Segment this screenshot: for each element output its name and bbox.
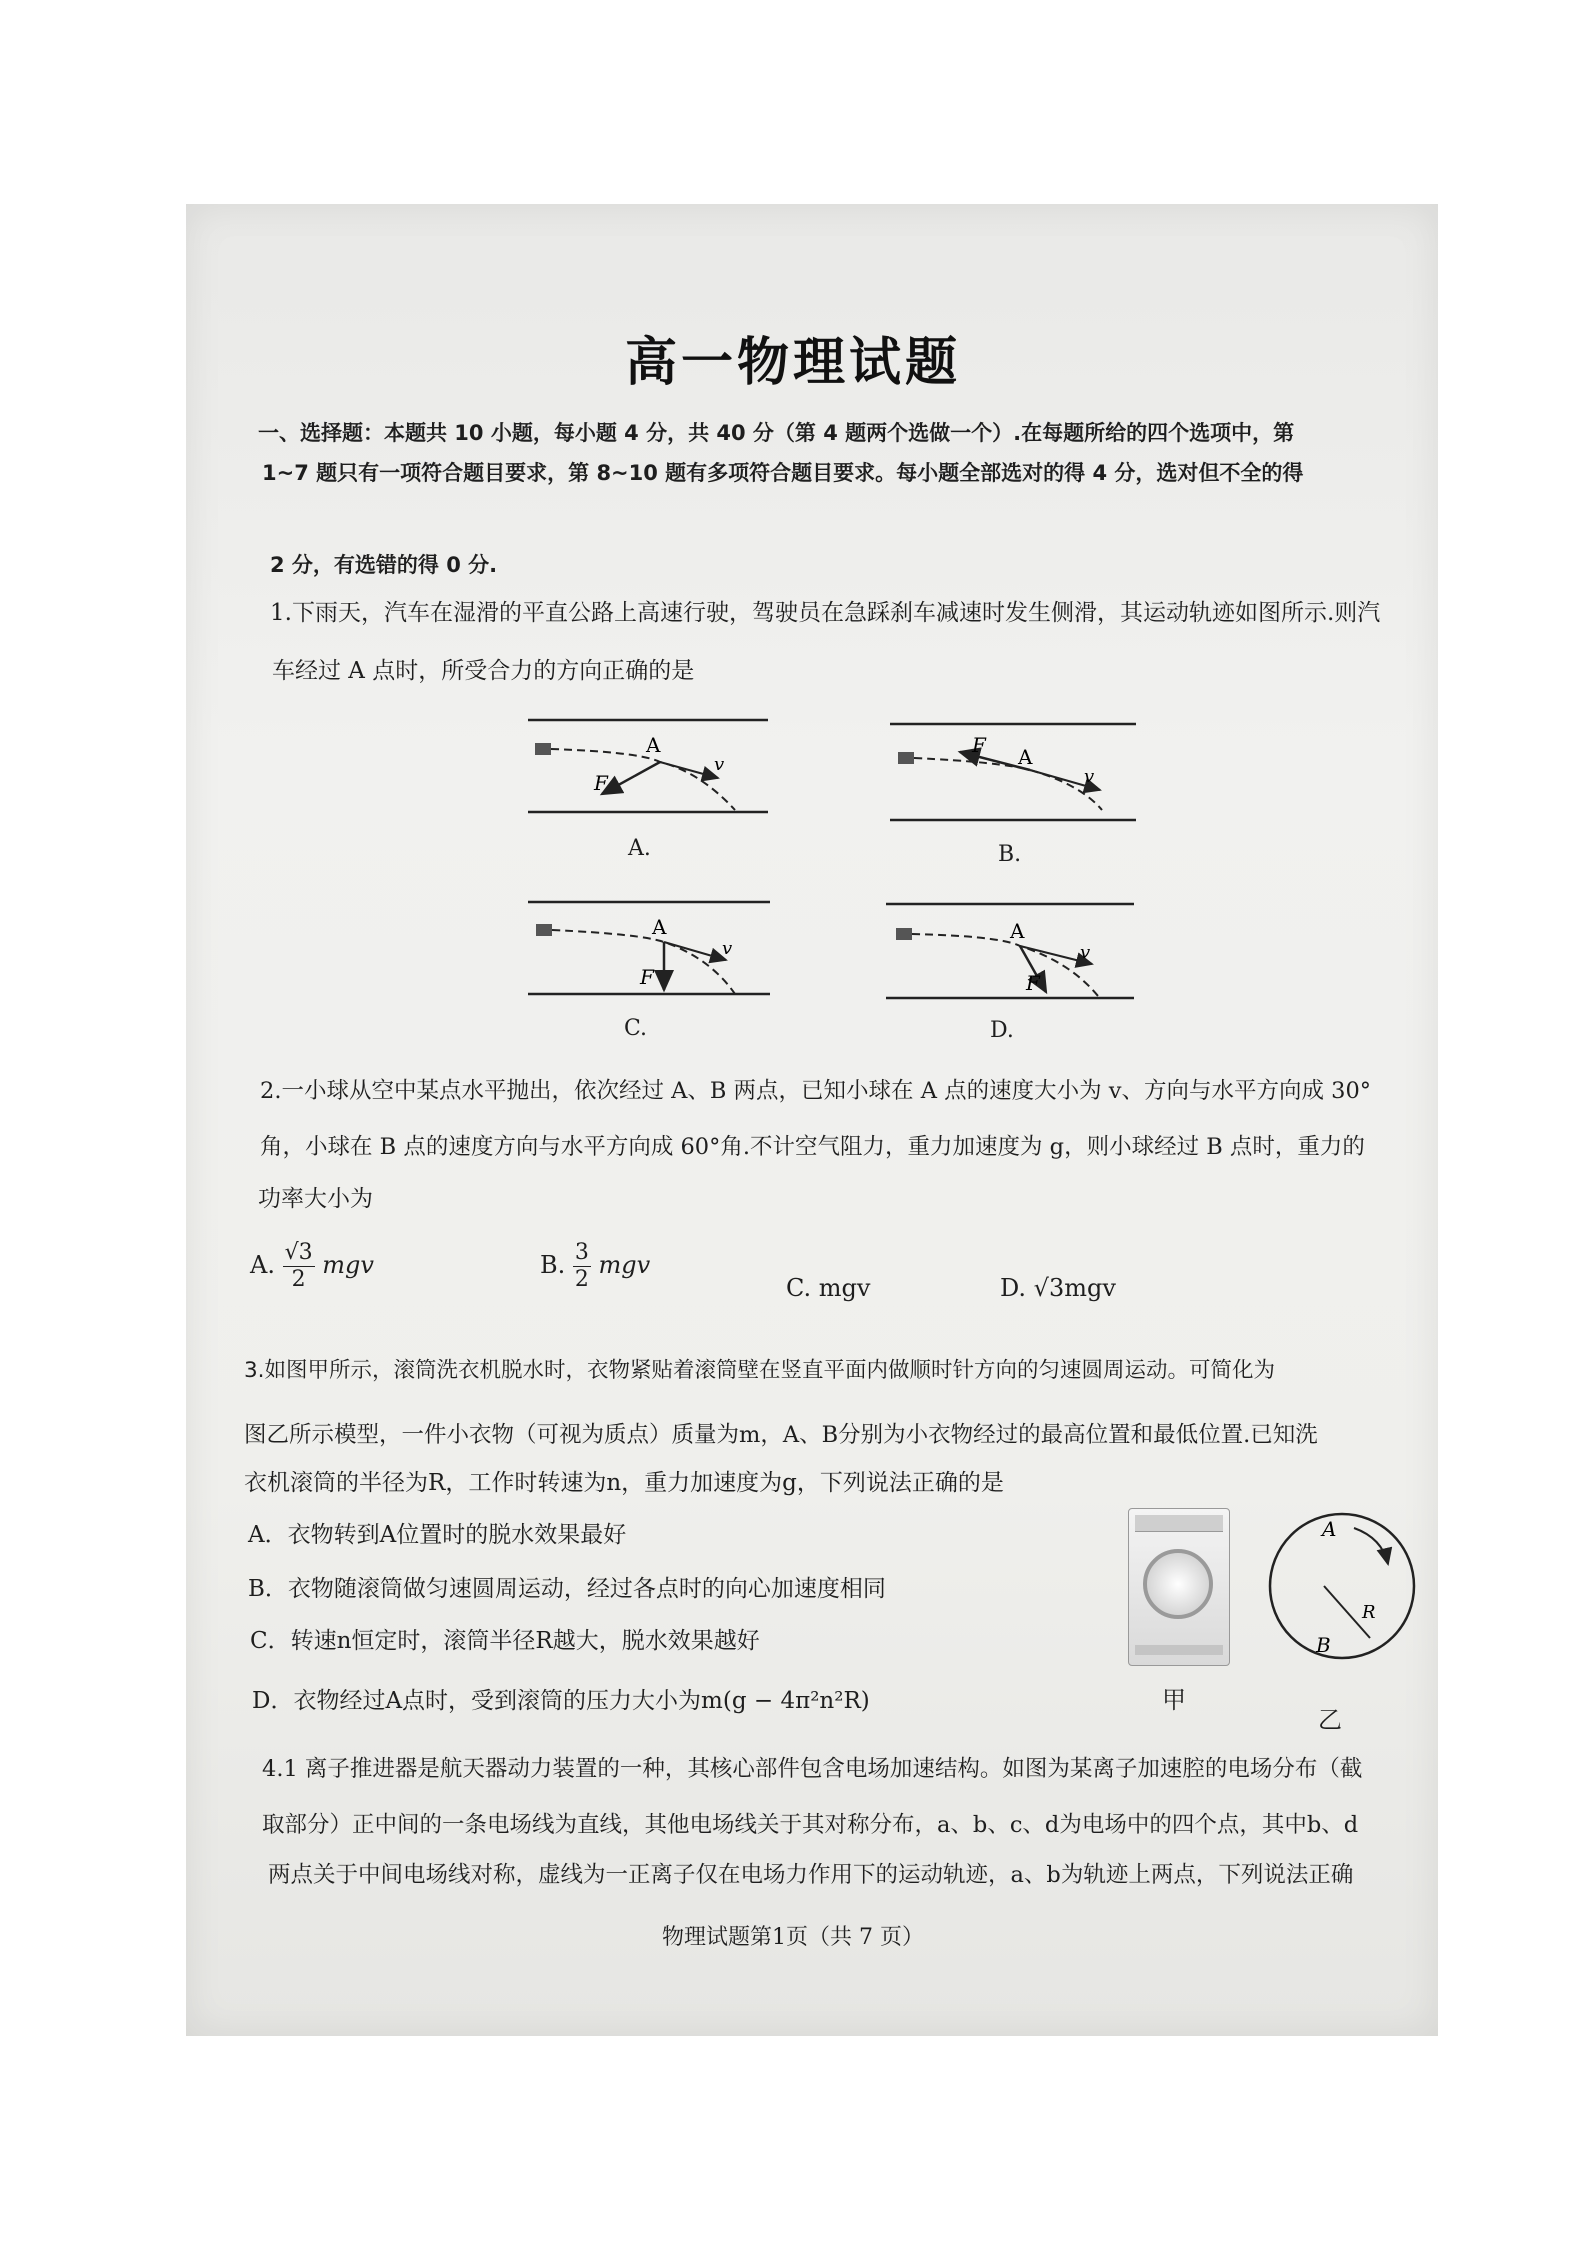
q1c-force-label: F <box>640 965 654 989</box>
q2-option-a-fraction: $\frac{√3}{2}$ <box>284 1240 313 1292</box>
q1-caption-b: B. <box>998 842 1022 867</box>
drum-door-icon <box>1143 1549 1213 1619</box>
q2-option-c: C. mgv <box>786 1274 871 1302</box>
page-title: 高一物理试题 <box>624 333 961 393</box>
q2-option-b-tail: mgv <box>598 1251 651 1279</box>
q1c-velocity-label: v <box>722 938 733 959</box>
q2-option-b-fraction: $\frac{3}{2}$ <box>574 1240 589 1292</box>
q1a-velocity-label: v <box>714 754 725 775</box>
point-b-label: B <box>1316 1633 1331 1657</box>
q2-option-b-label: B. <box>540 1251 566 1279</box>
q2-option-a-tail: mgv <box>322 1251 374 1279</box>
q4-stem-line1: 4.1 离子推进器是航天器动力装置的一种，其核心部件包含电场加速结构。如图为某离子加速腔的电场分布（截 <box>262 1756 1363 1782</box>
q2-option-b <box>540 1240 650 1293</box>
q2-stem-line2: 角，小球在 B 点的速度方向与水平方向成 60°角.不计空气阻力，重力加速度为 g，则小球经过 B 点时，重力的 <box>260 1134 1365 1160</box>
q2-stem-line1: 2.一小球从空中某点水平抛出，依次经过 A、B 两点，已知小球在 A 点的速度大小为 v、方向与水平方向成 30° <box>260 1078 1372 1104</box>
q3-option-b: B．衣物随滚筒做匀速圆周运动，经过各点时的向心加速度相同 <box>248 1576 886 1602</box>
q2-option-a-label: A. <box>250 1251 275 1279</box>
q1-diagram-c <box>528 902 770 994</box>
q4-stem-line2: 取部分）正中间的一条电场线为直线，其他电场线关于其对称分布，a、b、c、d为电场中的四个点，其中b、d <box>262 1812 1359 1838</box>
q4-stem-line3: 两点关于中间电场线对称，虚线为一正离子仅在电场力作用下的运动轨迹，a、b为轨迹上两点，下列说法正确 <box>268 1862 1354 1888</box>
q1-caption-c: C. <box>624 1016 648 1041</box>
q1-stem-line1: 1.下雨天，汽车在湿滑的平直公路上高速行驶，驾驶员在急踩刹车减速时发生侧滑，其运动轨迹如图所示.则汽 <box>270 600 1381 626</box>
q1-caption-d: D. <box>990 1018 1014 1043</box>
q3-option-d: D．衣物经过A点时，受到滚筒的压力大小为m(g − 4π²n²R) <box>252 1688 870 1714</box>
machine-base <box>1135 1645 1223 1655</box>
q1d-velocity-label: v <box>1080 942 1091 963</box>
q1a-point-label: A <box>646 733 661 757</box>
drum-model-diagram <box>1262 1506 1422 1666</box>
washing-machine-photo <box>1128 1508 1230 1666</box>
q2-option-a <box>250 1240 374 1293</box>
q2-option-d: D. √3mgv <box>1000 1274 1116 1302</box>
q1-caption-a: A. <box>628 836 651 861</box>
q1b-velocity-label: v <box>1084 766 1095 787</box>
q1b-force-label: F <box>972 733 986 757</box>
q1d-point-label: A <box>1010 919 1025 943</box>
section-instructions-line2: 1~7 题只有一项符合题目要求，第 8~10 题有多项符合题目要求。每小题全部选对的得 4 分，选对但不全的得 <box>262 461 1304 485</box>
section-instructions-line1: 一、选择题：本题共 10 小题，每小题 4 分，共 40 分（第 4 题两个选做一个）.在每题所给的四个选项中，第 <box>258 421 1295 445</box>
fig-label-jia: 甲 <box>1162 1686 1186 1714</box>
q3-stem-line1: 3.如图甲所示，滚筒洗衣机脱水时，衣物紧贴着滚筒壁在竖直平面内做顺时针方向的匀速圆周运动。可简化为 <box>244 1358 1276 1383</box>
q1a-force-label: F <box>594 771 608 795</box>
page-footer: 物理试题第1页（共 7 页） <box>662 1925 924 1950</box>
fig-label-yi: 乙 <box>1318 1706 1342 1734</box>
q1c-point-label: A <box>652 915 667 939</box>
q3-stem-line2: 图乙所示模型，一件小衣物（可视为质点）质量为m，A、B分别为小衣物经过的最高位置和最低位置.已知洗 <box>244 1422 1318 1448</box>
q2-stem-line3: 功率大小为 <box>258 1186 373 1212</box>
q1-diagram-b <box>890 724 1136 820</box>
q1-diagram-a <box>528 720 768 812</box>
point-a-label: A <box>1322 1517 1337 1541</box>
section-instructions-line3: 2 分，有选错的得 0 分. <box>270 553 498 577</box>
q3-option-c: C．转速n恒定时，滚筒半径R越大，脱水效果越好 <box>250 1628 760 1654</box>
q3-option-a: A．衣物转到A位置时的脱水效果最好 <box>248 1522 627 1548</box>
q3-stem-line3: 衣机滚筒的半径为R，工作时转速为n，重力加速度为g，下列说法正确的是 <box>244 1470 1004 1496</box>
control-panel <box>1135 1515 1223 1532</box>
q1-stem-line2: 车经过 A 点时，所受合力的方向正确的是 <box>272 658 695 684</box>
q1-diagram-d <box>886 904 1134 998</box>
q1b-point-label: A <box>1018 745 1033 769</box>
q1d-force-label: F <box>1026 971 1040 995</box>
radius-label: R <box>1362 1602 1376 1623</box>
